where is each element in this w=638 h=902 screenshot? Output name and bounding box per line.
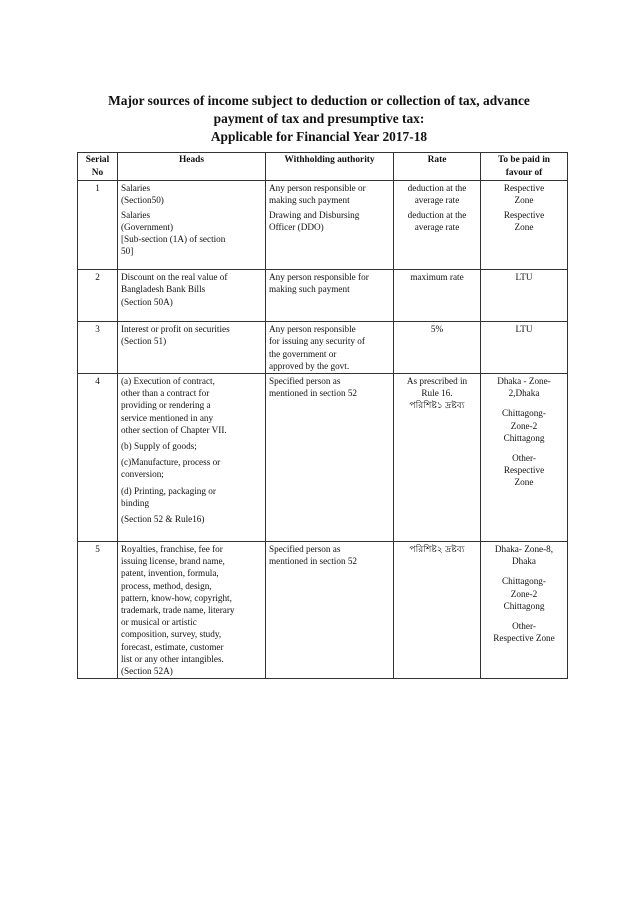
cell-heads: Royalties, franchise, fee for issuing license, brand name, patent, invention, formula, process, method, design, pattern, know-how, copyright, trademark, trade name, literary or musical or artistic composition, survey, study, forecast, estimate, customer list or any other intangibles. (Section 52A) (118, 541, 266, 678)
cell-authority: Specified person as mentioned in section 52 (266, 373, 394, 541)
cell-heads: Salaries (Government) [Sub-section (1A) of section 50] (118, 208, 266, 270)
cell-authority: Drawing and Disbursing Officer (DDO) (266, 208, 394, 270)
cell-heads: Interest or profit on securities (Section 51) (118, 322, 266, 374)
header-rate: Rate (394, 153, 481, 181)
table-row (78, 270, 568, 322)
title-line-2: payment of tax and presumptive tax: (213, 111, 425, 126)
header-heads: Heads (118, 153, 266, 181)
cell-authority: Any person responsible or making such payment (266, 181, 394, 208)
cell-paid-to: Respective Zone (481, 208, 568, 270)
cell-authority: Any person responsible for making such payment (266, 270, 394, 322)
table-row (78, 373, 568, 541)
cell-serial: 3 (78, 322, 118, 374)
table-header-row (78, 153, 568, 181)
header-paid-to: To be paid in favour of (481, 153, 568, 181)
cell-heads: (a) Execution of contract, other than a contract for providing or rendering a service mentioned in any other section of Chapter VII. (b) Supply of goods; (c)Manufacture, process or conversion; (d) Printing, packaging or binding (Section 52 & Rule16) (118, 373, 266, 541)
cell-rate: As prescribed in Rule 16. পরিশিষ্ট১ দ্রষ্টব্য (394, 373, 481, 541)
header-serial: Serial No (78, 153, 118, 181)
title-line-1: Major sources of income subject to deduction or collection of tax, advance (108, 93, 530, 108)
table-row (78, 541, 568, 678)
cell-rate: পরিশিষ্ট২ দ্রষ্টব্য (394, 541, 481, 678)
document-title (60, 92, 578, 146)
header-authority: Withholding authority (266, 153, 394, 181)
cell-authority: Specified person as mentioned in section 52 (266, 541, 394, 678)
cell-paid-to: Respective Zone (481, 181, 568, 208)
cell-serial: 1 (78, 181, 118, 270)
cell-heads: Discount on the real value of Bangladesh Bank Bills (Section 50A) (118, 270, 266, 322)
table-subrow (78, 208, 568, 270)
cell-rate: deduction at the average rate (394, 208, 481, 270)
cell-rate: deduction at the average rate (394, 181, 481, 208)
cell-paid-to: Dhaka - Zone- 2,Dhaka Chittagong- Zone-2 Chittagong Other- Respective Zone (481, 373, 568, 541)
cell-serial: 2 (78, 270, 118, 322)
cell-rate: 5% (394, 322, 481, 374)
cell-serial: 5 (78, 541, 118, 678)
table-row (78, 322, 568, 374)
cell-paid-to: LTU (481, 270, 568, 322)
cell-paid-to: Dhaka- Zone-8, Dhaka Chittagong- Zone-2 Chittagong Other- Respective Zone (481, 541, 568, 678)
title-line-3: Applicable for Financial Year 2017-18 (210, 129, 428, 144)
cell-rate: maximum rate (394, 270, 481, 322)
cell-authority: Any person responsible for issuing any security of the government or approved by the govt. (266, 322, 394, 374)
cell-paid-to: LTU (481, 322, 568, 374)
cell-serial: 4 (78, 373, 118, 541)
tax-sources-table (77, 152, 568, 679)
table-row (78, 181, 568, 208)
cell-heads: Salaries (Section50) (118, 181, 266, 208)
